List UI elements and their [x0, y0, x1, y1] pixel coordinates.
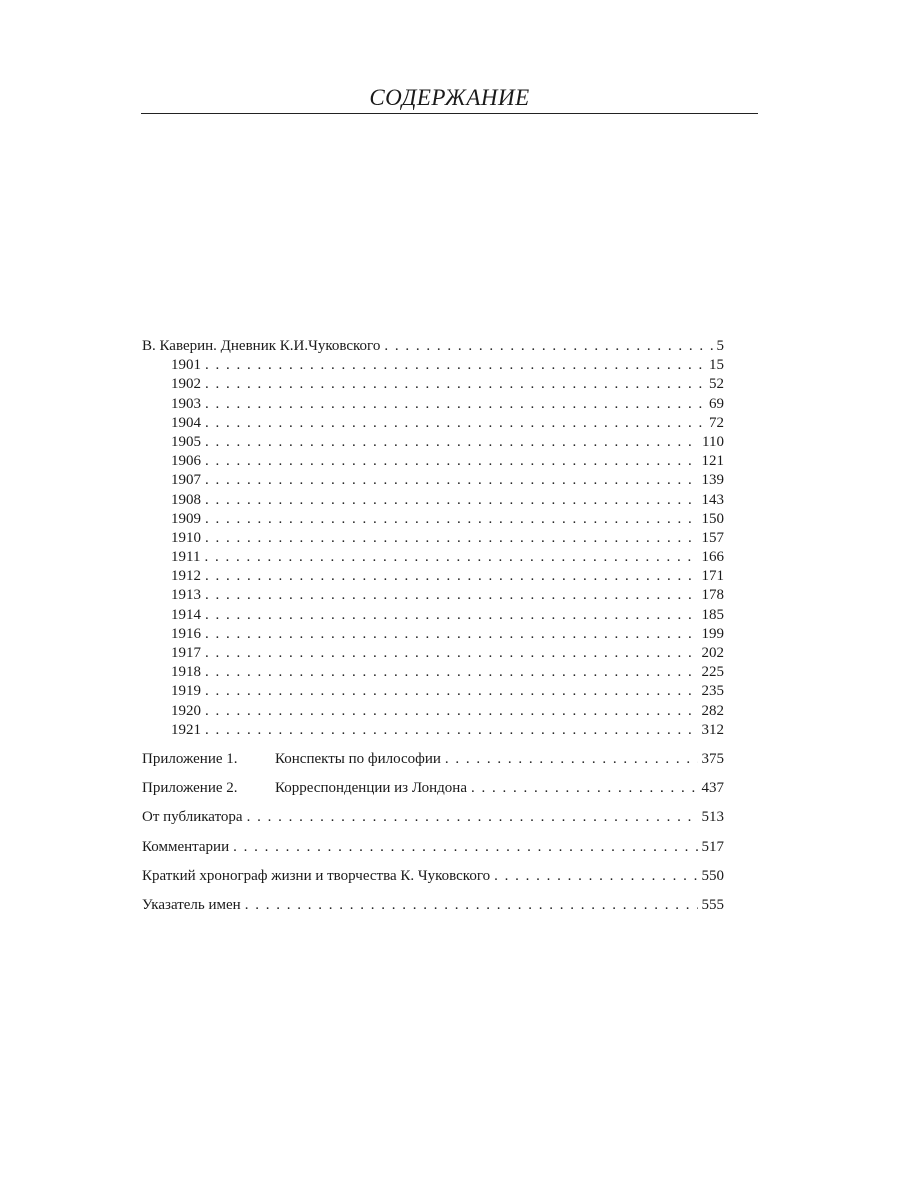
toc-entry-page: 69 [709, 395, 724, 412]
dot-leader [205, 433, 698, 452]
toc-entry-label: 1920 [171, 702, 201, 719]
toc-entry-page: 5 [716, 338, 724, 354]
dot-leader [205, 606, 698, 625]
dot-leader [205, 452, 698, 471]
appendix-number: Приложение 1. [142, 750, 238, 767]
toc-entry-page: 72 [709, 414, 724, 431]
toc-entry-page: 312 [701, 721, 724, 738]
toc-entry-section[interactable] [142, 896, 724, 915]
dot-leader [205, 471, 698, 490]
toc-entry-label: 1905 [171, 433, 201, 450]
dot-leader [245, 896, 698, 915]
toc-entry-page: 199 [701, 625, 724, 642]
section-list [142, 750, 724, 915]
toc-entry-year[interactable] [142, 702, 724, 721]
year-list [142, 356, 724, 740]
appendix-number: Приложение 2. [142, 780, 238, 797]
toc-entry-label [142, 867, 490, 886]
toc-entry-page: 185 [701, 606, 724, 623]
toc-entry-page: 517 [701, 838, 724, 855]
toc-entry-label: 1901 [171, 357, 201, 374]
dot-leader [384, 337, 712, 356]
section-title: От публикатора [142, 809, 243, 826]
section-title: Комментарии [142, 838, 230, 855]
toc-entry-page: 52 [709, 376, 724, 393]
toc-entry-year[interactable] [142, 586, 724, 605]
toc-entry-page: 157 [701, 529, 724, 546]
toc-entry-year[interactable] [142, 491, 724, 510]
toc-entry-year[interactable] [142, 721, 724, 740]
toc-entry-year[interactable] [142, 433, 724, 452]
section-title: Корреспонденции из Лондона [275, 780, 467, 797]
dot-leader [205, 510, 698, 529]
toc-entry-page: 121 [701, 453, 724, 470]
section-title: Краткий хронограф жизни и творчества К. Чуковского [142, 867, 491, 884]
toc-entry-page: 178 [701, 587, 724, 604]
toc-entry-page: 225 [701, 664, 724, 681]
toc-entry-year[interactable] [142, 567, 724, 586]
toc-entry-page: 15 [709, 357, 724, 374]
toc-entry-label: 1913 [171, 587, 201, 604]
toc-entry-label: 1916 [171, 625, 201, 642]
toc-entry-page: 110 [702, 433, 724, 450]
toc-entry-page: 139 [701, 472, 724, 489]
dot-leader [205, 356, 705, 375]
toc-entry-label: 1919 [171, 683, 201, 700]
dot-leader [205, 491, 698, 510]
dot-leader [205, 721, 698, 740]
dot-leader [205, 414, 705, 433]
toc-entry-label [142, 808, 243, 827]
toc-entry-year[interactable] [142, 471, 724, 490]
dot-leader [205, 625, 698, 644]
toc-entry-label: 1906 [171, 453, 201, 470]
toc-entry-section[interactable] [142, 779, 724, 798]
toc-entry-year[interactable] [142, 682, 724, 701]
toc-entry-label: 1921 [171, 721, 201, 738]
dot-leader [205, 682, 698, 701]
table-of-contents [142, 337, 724, 915]
page-title: СОДЕРЖАНИЕ [369, 85, 530, 110]
toc-entry-section[interactable] [142, 750, 724, 769]
toc-entry-label: 1912 [171, 568, 201, 585]
section-title: Указатель имен [142, 896, 241, 913]
toc-entry-label: 1918 [171, 664, 201, 681]
section-title: Конспекты по философии [275, 750, 441, 767]
toc-entry-year[interactable] [142, 356, 724, 375]
dot-leader [205, 567, 698, 586]
toc-entry-page: 555 [701, 896, 724, 913]
toc-entry-label: В. Каверин. Дневник К.И.Чуковского [142, 338, 381, 354]
toc-entry-page: 202 [701, 645, 724, 661]
dot-leader [247, 808, 698, 827]
toc-entry-year[interactable] [142, 452, 724, 471]
toc-entry-label: 1914 [171, 606, 201, 623]
title-rule [141, 113, 758, 114]
toc-entry-label: 1904 [171, 414, 201, 431]
toc-entry-label: 1907 [171, 472, 201, 489]
dot-leader [205, 529, 698, 548]
toc-entry-page: 550 [701, 867, 724, 884]
toc-entry-intro[interactable] [142, 337, 724, 356]
toc-entry-year[interactable] [142, 606, 724, 625]
toc-entry-year[interactable] [142, 625, 724, 644]
toc-entry-year[interactable] [142, 663, 724, 682]
dot-leader [205, 663, 698, 682]
toc-entry-label [142, 779, 467, 798]
dot-leader [205, 702, 698, 721]
toc-entry-label: 1909 [171, 510, 201, 527]
toc-entry-page: 235 [701, 683, 724, 700]
toc-entry-section[interactable] [142, 867, 724, 886]
toc-entry-year[interactable] [142, 414, 724, 433]
toc-entry-label: 1917 [171, 645, 201, 661]
toc-entry-page: 375 [701, 750, 724, 767]
toc-entry-page: 150 [701, 510, 724, 527]
toc-entry-label [142, 896, 241, 915]
toc-entry-label [142, 750, 441, 769]
toc-entry-page: 143 [701, 491, 724, 508]
toc-entry-year[interactable] [142, 395, 724, 414]
toc-entry-section[interactable] [142, 838, 724, 857]
toc-entry-label [142, 838, 229, 857]
dot-leader [445, 750, 698, 769]
toc-entry-year[interactable] [142, 548, 724, 567]
dot-leader [205, 375, 705, 394]
dot-leader [205, 395, 705, 414]
dot-leader [233, 838, 697, 857]
toc-entry-label: 1903 [171, 395, 201, 412]
dot-leader [205, 586, 698, 605]
toc-entry-page: 513 [701, 809, 724, 826]
toc-entry-label: 1911 [171, 549, 201, 566]
toc-entry-page: 171 [701, 568, 724, 585]
toc-entry-page: 437 [701, 780, 724, 797]
toc-entry-year[interactable] [142, 510, 724, 529]
toc-entry-page: 166 [701, 549, 724, 566]
toc-entry-year[interactable] [142, 375, 724, 394]
toc-entry-label: 1902 [171, 376, 201, 393]
dot-leader [471, 779, 698, 798]
toc-entry-year[interactable] [142, 644, 724, 663]
toc-entry-label: 1910 [171, 529, 201, 546]
toc-entry-label: 1908 [171, 491, 201, 508]
dot-leader [205, 644, 698, 663]
toc-entry-year[interactable] [142, 529, 724, 548]
toc-entry-section[interactable] [142, 808, 724, 827]
toc-entry-page: 282 [701, 702, 724, 719]
dot-leader [494, 867, 697, 886]
dot-leader [204, 548, 697, 567]
